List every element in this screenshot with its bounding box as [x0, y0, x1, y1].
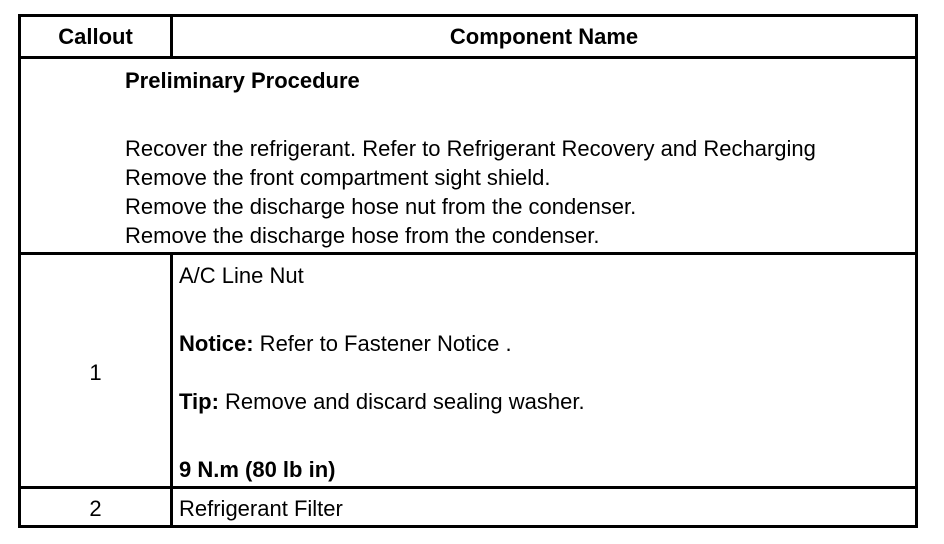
preliminary-step: Remove the discharge hose nut from the condenser.	[125, 194, 637, 219]
row-component-name: A/C Line Nut	[179, 263, 304, 288]
notice-text: Refer to Fastener Notice .	[253, 331, 512, 356]
row-callout: 2	[89, 496, 102, 521]
notice-line	[179, 329, 512, 358]
header-divider	[21, 56, 915, 59]
tip-line	[179, 387, 585, 416]
component-table	[18, 14, 918, 528]
tip-text: Remove and discard sealing washer.	[218, 389, 585, 414]
preliminary-step: Remove the front compartment sight shield.	[125, 165, 551, 190]
header-component-name: Component Name	[449, 24, 639, 49]
preliminary-step: Remove the discharge hose from the condenser.	[125, 223, 600, 248]
tip-label: Tip:	[179, 389, 219, 414]
header-callout: Callout	[58, 24, 133, 49]
preliminary-title: Preliminary Procedure	[125, 68, 360, 93]
row-component-name: Refrigerant Filter	[179, 496, 343, 521]
body-column-divider	[170, 252, 173, 528]
row-callout: 1	[89, 360, 102, 385]
notice-label: Notice:	[179, 331, 254, 356]
row-divider	[21, 486, 915, 489]
preliminary-divider	[21, 252, 915, 255]
torque-spec: 9 N.m (80 lb in)	[179, 457, 336, 482]
preliminary-step: Recover the refrigerant. Refer to Refrigerant Recovery and Recharging	[125, 136, 816, 161]
